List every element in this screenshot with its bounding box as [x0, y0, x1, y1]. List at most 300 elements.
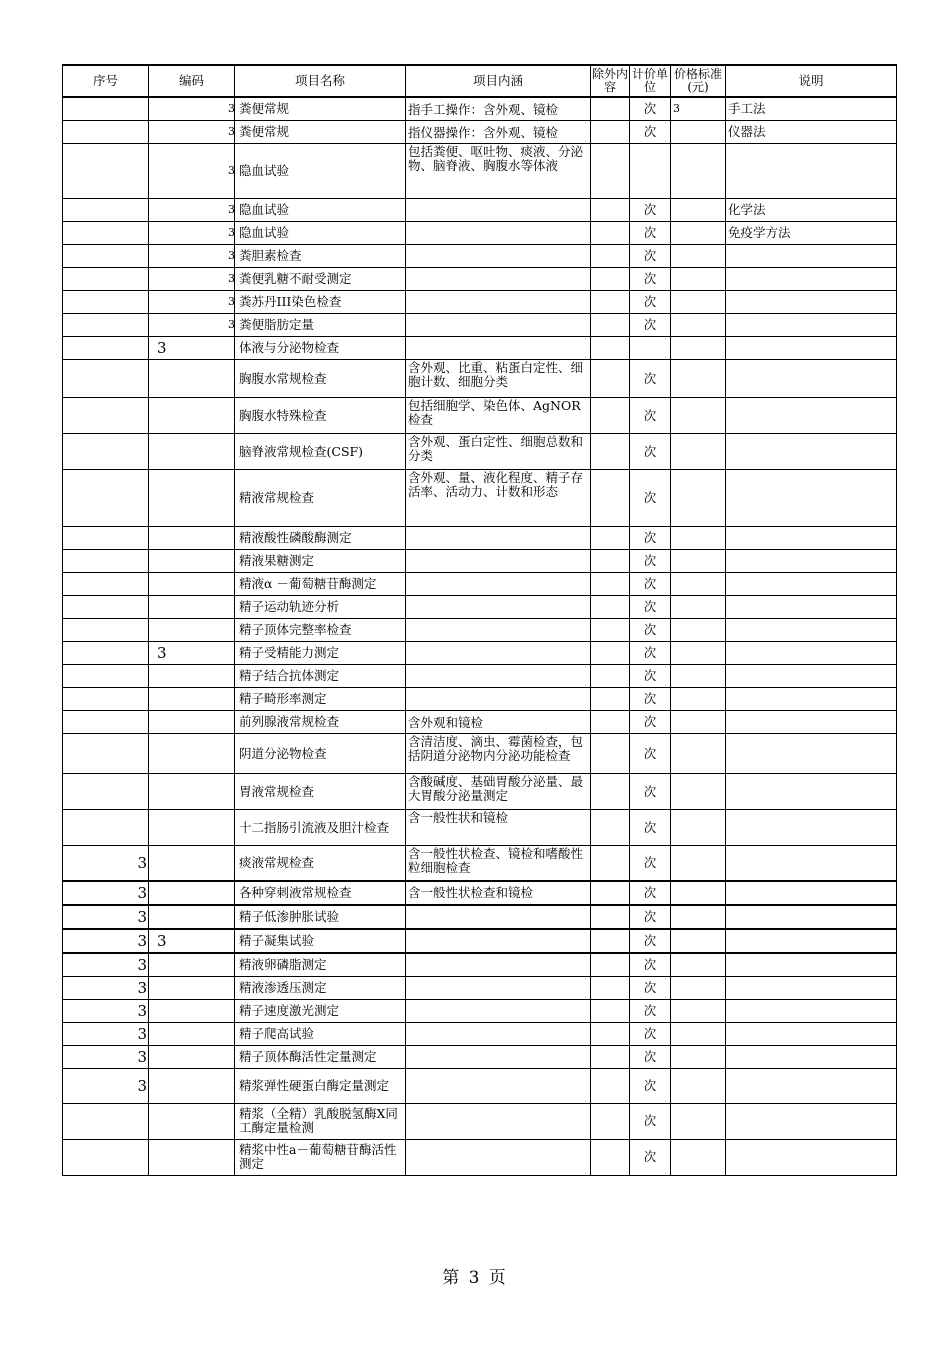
table-row	[63, 1103, 897, 1139]
row-content: 含外观、量、液化程度、精子存活率、活动力、计数和形态	[406, 470, 591, 527]
row-note	[726, 846, 897, 881]
row-excluded	[591, 642, 630, 665]
row-note	[726, 976, 897, 999]
row-excluded	[591, 665, 630, 688]
row-unit	[630, 337, 671, 360]
row-name	[235, 774, 406, 810]
table-row	[63, 97, 897, 121]
table-row	[63, 1068, 897, 1103]
row-note	[726, 550, 897, 573]
row-content: 含一般性状检查和镜检	[406, 881, 591, 905]
row-note	[726, 337, 897, 360]
row-name	[228, 268, 406, 291]
row-price	[671, 734, 726, 774]
row-content	[406, 527, 591, 550]
row-seq	[63, 268, 149, 291]
table-row	[63, 337, 897, 360]
row-name-text: 胸腹水常规检查	[239, 370, 327, 386]
row-content	[406, 665, 591, 688]
row-name-text: 隐血试验	[239, 202, 290, 217]
row-seq: 3	[63, 905, 149, 929]
row-name-text: 粪胆素检查	[239, 248, 302, 263]
row-content: 含酸碱度、基础胃酸分泌量、最大胃酸分泌量测定	[406, 774, 591, 810]
row-note: 仪器法	[726, 121, 897, 144]
row-unit: 次	[630, 1022, 671, 1045]
row-note	[726, 434, 897, 470]
table-row	[63, 711, 897, 734]
row-name-text: 精子顶体酶活性定量测定	[239, 1048, 377, 1064]
row-content	[406, 929, 591, 953]
row-name-text: 脑脊液常规检查(CSF)	[239, 443, 364, 459]
row-note	[726, 527, 897, 550]
row-name	[235, 573, 406, 596]
row-name-text: 精液常规检查	[239, 490, 315, 505]
row-price	[671, 470, 726, 527]
table-row	[63, 573, 897, 596]
row-name-text: 精浆弹性硬蛋白酶定量测定	[239, 1077, 390, 1093]
row-content: 含清洁度、滴虫、霉菌检查，包括阴道分泌物内分泌功能检查	[406, 734, 591, 774]
row-lead-code: 3	[228, 102, 235, 115]
table-row	[63, 291, 897, 314]
row-note	[726, 999, 897, 1022]
row-unit: 次	[630, 734, 671, 774]
row-note	[726, 470, 897, 527]
row-name-text: 各种穿刺液常规检查	[239, 884, 352, 900]
row-note	[726, 398, 897, 434]
row-seq	[63, 573, 149, 596]
row-unit: 次	[630, 688, 671, 711]
table-row	[63, 1045, 897, 1068]
table-row	[63, 976, 897, 999]
row-note: 化学法	[726, 199, 897, 222]
row-content	[406, 314, 591, 337]
row-price	[671, 642, 726, 665]
row-code: 3	[149, 929, 235, 953]
row-lead-code: 3	[228, 125, 235, 138]
table-row	[63, 905, 897, 929]
row-code	[149, 619, 235, 642]
row-note	[726, 268, 897, 291]
row-name	[235, 337, 406, 360]
row-excluded	[591, 550, 630, 573]
row-unit: 次	[630, 1103, 671, 1139]
row-excluded	[591, 774, 630, 810]
row-price	[671, 619, 726, 642]
row-content	[406, 1139, 591, 1175]
row-name	[235, 527, 406, 550]
row-content	[406, 953, 591, 977]
row-seq	[63, 774, 149, 810]
row-seq	[63, 550, 149, 573]
row-excluded	[591, 1022, 630, 1045]
row-name	[228, 97, 406, 121]
row-name	[235, 688, 406, 711]
row-price: 3	[671, 97, 726, 121]
row-seq	[63, 97, 149, 121]
row-price	[671, 976, 726, 999]
table-row	[63, 846, 897, 881]
table-row	[63, 810, 897, 846]
row-name-text: 粪便常规	[239, 124, 290, 139]
row-code	[149, 199, 235, 222]
row-price	[671, 550, 726, 573]
row-note	[726, 953, 897, 977]
row-name-text: 精子受精能力测定	[239, 645, 340, 660]
row-excluded	[591, 314, 630, 337]
row-name	[235, 881, 406, 905]
row-unit: 次	[630, 929, 671, 953]
row-unit: 次	[630, 774, 671, 810]
row-price	[671, 222, 726, 245]
row-excluded	[591, 398, 630, 434]
row-code	[149, 846, 235, 881]
row-name-text: 粪便常规	[239, 101, 290, 116]
row-unit	[630, 144, 671, 199]
row-name-text: 精液果糖测定	[239, 553, 315, 568]
row-name	[235, 1022, 406, 1045]
table-row	[63, 199, 897, 222]
row-unit: 次	[630, 121, 671, 144]
row-name	[235, 665, 406, 688]
row-price	[671, 1022, 726, 1045]
row-code	[149, 398, 235, 434]
table-row	[63, 1139, 897, 1175]
row-code	[149, 711, 235, 734]
row-unit: 次	[630, 573, 671, 596]
row-excluded	[591, 846, 630, 881]
row-note	[726, 905, 897, 929]
row-price	[671, 245, 726, 268]
row-content	[406, 337, 591, 360]
row-note: 手工法	[726, 97, 897, 121]
table-row	[63, 665, 897, 688]
row-unit: 次	[630, 470, 671, 527]
row-unit: 次	[630, 999, 671, 1022]
row-content: 指仪器操作：含外观、镜检	[406, 121, 591, 144]
row-code	[149, 97, 235, 121]
row-note	[726, 881, 897, 905]
table-row	[63, 688, 897, 711]
table-row	[63, 121, 897, 144]
row-name	[235, 929, 406, 953]
row-code	[149, 881, 235, 905]
row-excluded	[591, 199, 630, 222]
row-seq	[63, 665, 149, 688]
row-unit: 次	[630, 434, 671, 470]
row-excluded	[591, 97, 630, 121]
row-code	[149, 1103, 235, 1139]
row-price	[671, 774, 726, 810]
row-code	[149, 144, 235, 199]
row-code	[149, 222, 235, 245]
row-name-text: 精子结合抗体测定	[239, 668, 340, 683]
row-note	[726, 1139, 897, 1175]
row-seq	[63, 1103, 149, 1139]
row-seq	[63, 527, 149, 550]
row-seq	[63, 734, 149, 774]
row-content	[406, 642, 591, 665]
row-name	[235, 360, 406, 398]
row-lead-code: 3	[228, 318, 235, 331]
row-name	[235, 550, 406, 573]
row-seq	[63, 121, 149, 144]
row-content	[406, 245, 591, 268]
row-price	[671, 1068, 726, 1103]
row-note	[726, 734, 897, 774]
row-unit: 次	[630, 314, 671, 337]
row-lead-code: 3	[228, 164, 235, 177]
row-name	[235, 905, 406, 929]
row-excluded	[591, 222, 630, 245]
row-code	[149, 360, 235, 398]
row-code: 3	[149, 642, 235, 665]
row-lead-code: 3	[228, 226, 235, 239]
row-unit: 次	[630, 222, 671, 245]
row-lead-code: 3	[228, 272, 235, 285]
row-name	[235, 398, 406, 434]
row-content	[406, 268, 591, 291]
row-note	[726, 665, 897, 688]
row-code	[149, 999, 235, 1022]
row-note	[726, 291, 897, 314]
row-seq	[63, 642, 149, 665]
row-note	[726, 774, 897, 810]
row-seq: 3	[63, 929, 149, 953]
row-price	[671, 398, 726, 434]
row-price	[671, 434, 726, 470]
row-excluded	[591, 1045, 630, 1068]
table-body	[63, 97, 897, 1175]
header-price: 价格标准(元)	[671, 65, 726, 97]
row-seq	[63, 1139, 149, 1175]
row-unit: 次	[630, 1045, 671, 1068]
row-name-text: 精液酸性磷酸酶测定	[239, 530, 352, 545]
table-row	[63, 734, 897, 774]
row-price	[671, 846, 726, 881]
row-price	[671, 527, 726, 550]
row-seq	[63, 711, 149, 734]
row-content	[406, 550, 591, 573]
row-unit: 次	[630, 846, 671, 881]
row-name	[235, 1068, 406, 1103]
row-note	[726, 245, 897, 268]
row-unit: 次	[630, 1139, 671, 1175]
row-name	[228, 144, 406, 199]
table-row	[63, 434, 897, 470]
row-name	[228, 222, 406, 245]
row-seq	[63, 337, 149, 360]
row-code	[149, 1139, 235, 1175]
row-excluded	[591, 810, 630, 846]
row-name	[228, 199, 406, 222]
row-excluded	[591, 711, 630, 734]
row-seq	[63, 470, 149, 527]
row-name-text: 隐血试验	[239, 225, 290, 240]
row-seq	[63, 434, 149, 470]
row-excluded	[591, 291, 630, 314]
row-seq	[63, 222, 149, 245]
row-seq	[63, 398, 149, 434]
table-row	[63, 550, 897, 573]
row-code	[149, 245, 235, 268]
row-name	[235, 846, 406, 881]
table-row	[63, 774, 897, 810]
row-name-text: 精浆（全精）乳酸脱氢酶X同工酶定量检测	[239, 1106, 398, 1135]
row-unit: 次	[630, 360, 671, 398]
row-content	[406, 596, 591, 619]
table-row	[63, 929, 897, 953]
row-name-text: 精液渗透压测定	[239, 979, 327, 995]
row-seq: 3	[63, 1022, 149, 1045]
row-excluded	[591, 976, 630, 999]
row-content	[406, 976, 591, 999]
row-seq: 3	[63, 846, 149, 881]
row-name-text: 精液α －葡萄糖苷酶测定	[239, 576, 377, 591]
row-name	[235, 1139, 406, 1175]
row-price	[671, 881, 726, 905]
row-code	[149, 734, 235, 774]
row-name	[235, 810, 406, 846]
row-code	[149, 688, 235, 711]
row-excluded	[591, 1139, 630, 1175]
row-price	[671, 268, 726, 291]
row-code	[149, 1022, 235, 1045]
row-seq: 3	[63, 953, 149, 977]
row-code	[149, 527, 235, 550]
row-price	[671, 929, 726, 953]
row-content	[406, 291, 591, 314]
row-name-text: 粪便脂肪定量	[239, 317, 315, 332]
row-content	[406, 1022, 591, 1045]
row-note	[726, 1103, 897, 1139]
row-name	[235, 1103, 406, 1139]
row-code	[149, 573, 235, 596]
row-seq	[63, 810, 149, 846]
row-name	[235, 642, 406, 665]
row-seq	[63, 596, 149, 619]
row-unit: 次	[630, 642, 671, 665]
row-name-text: 隐血试验	[239, 163, 290, 178]
table-row	[63, 268, 897, 291]
row-note	[726, 1022, 897, 1045]
row-name-text: 精子顶体完整率检查	[239, 622, 352, 637]
table-row	[63, 642, 897, 665]
row-excluded	[591, 734, 630, 774]
row-name-text: 精子凝集试验	[239, 932, 315, 948]
row-code	[149, 470, 235, 527]
row-note: 免疫学方法	[726, 222, 897, 245]
row-code	[149, 596, 235, 619]
row-seq	[63, 199, 149, 222]
table-row	[63, 222, 897, 245]
row-note	[726, 596, 897, 619]
row-content	[406, 619, 591, 642]
row-name	[235, 470, 406, 527]
row-excluded	[591, 144, 630, 199]
row-name-text: 阴道分泌物检查	[239, 745, 327, 761]
row-excluded	[591, 268, 630, 291]
row-name	[228, 291, 406, 314]
row-price	[671, 291, 726, 314]
row-code	[149, 434, 235, 470]
table-row	[63, 360, 897, 398]
row-unit: 次	[630, 976, 671, 999]
row-excluded	[591, 688, 630, 711]
row-unit: 次	[630, 527, 671, 550]
table-row	[63, 314, 897, 337]
header-code: 编码	[149, 65, 235, 97]
row-price	[671, 121, 726, 144]
row-unit: 次	[630, 398, 671, 434]
table-row	[63, 470, 897, 527]
row-seq	[63, 619, 149, 642]
row-name	[228, 245, 406, 268]
row-name	[228, 314, 406, 337]
row-seq: 3	[63, 976, 149, 999]
row-note	[726, 314, 897, 337]
row-seq	[63, 144, 149, 199]
row-unit: 次	[630, 97, 671, 121]
row-code	[149, 1045, 235, 1068]
row-note	[726, 642, 897, 665]
row-name-text: 前列腺液常规检查	[239, 714, 340, 729]
row-unit: 次	[630, 711, 671, 734]
row-name	[235, 1045, 406, 1068]
row-code	[149, 665, 235, 688]
row-excluded	[591, 573, 630, 596]
row-unit: 次	[630, 550, 671, 573]
table-row	[63, 596, 897, 619]
row-content	[406, 1103, 591, 1139]
row-name-text: 精子速度激光测定	[239, 1002, 340, 1018]
row-code	[149, 774, 235, 810]
row-content	[406, 1045, 591, 1068]
row-price	[671, 711, 726, 734]
row-excluded	[591, 434, 630, 470]
row-excluded	[591, 1068, 630, 1103]
row-code: 3	[149, 337, 235, 360]
page-number: 第 3 页	[442, 1268, 508, 1288]
row-lead-code: 3	[228, 249, 235, 262]
row-name-text: 精液卵磷脂测定	[239, 956, 327, 972]
row-lead-code: 3	[228, 203, 235, 216]
row-excluded	[591, 470, 630, 527]
row-price	[671, 1045, 726, 1068]
row-code	[149, 1068, 235, 1103]
row-note	[726, 1068, 897, 1103]
row-unit: 次	[630, 268, 671, 291]
row-unit: 次	[630, 245, 671, 268]
row-price	[671, 688, 726, 711]
row-unit: 次	[630, 905, 671, 929]
row-name	[235, 711, 406, 734]
row-content: 包括细胞学、染色体、AgNOR检查	[406, 398, 591, 434]
row-excluded	[591, 953, 630, 977]
row-code	[149, 121, 235, 144]
row-name-text: 精子畸形率测定	[239, 691, 327, 706]
row-code	[149, 291, 235, 314]
price-table	[62, 64, 897, 1176]
table-row	[63, 527, 897, 550]
row-seq	[63, 688, 149, 711]
row-name-text: 痰液常规检查	[239, 854, 315, 870]
row-name	[235, 619, 406, 642]
header-note: 说明	[726, 65, 897, 97]
row-excluded	[591, 1103, 630, 1139]
table-row	[63, 144, 897, 199]
row-unit: 次	[630, 665, 671, 688]
row-price	[671, 337, 726, 360]
